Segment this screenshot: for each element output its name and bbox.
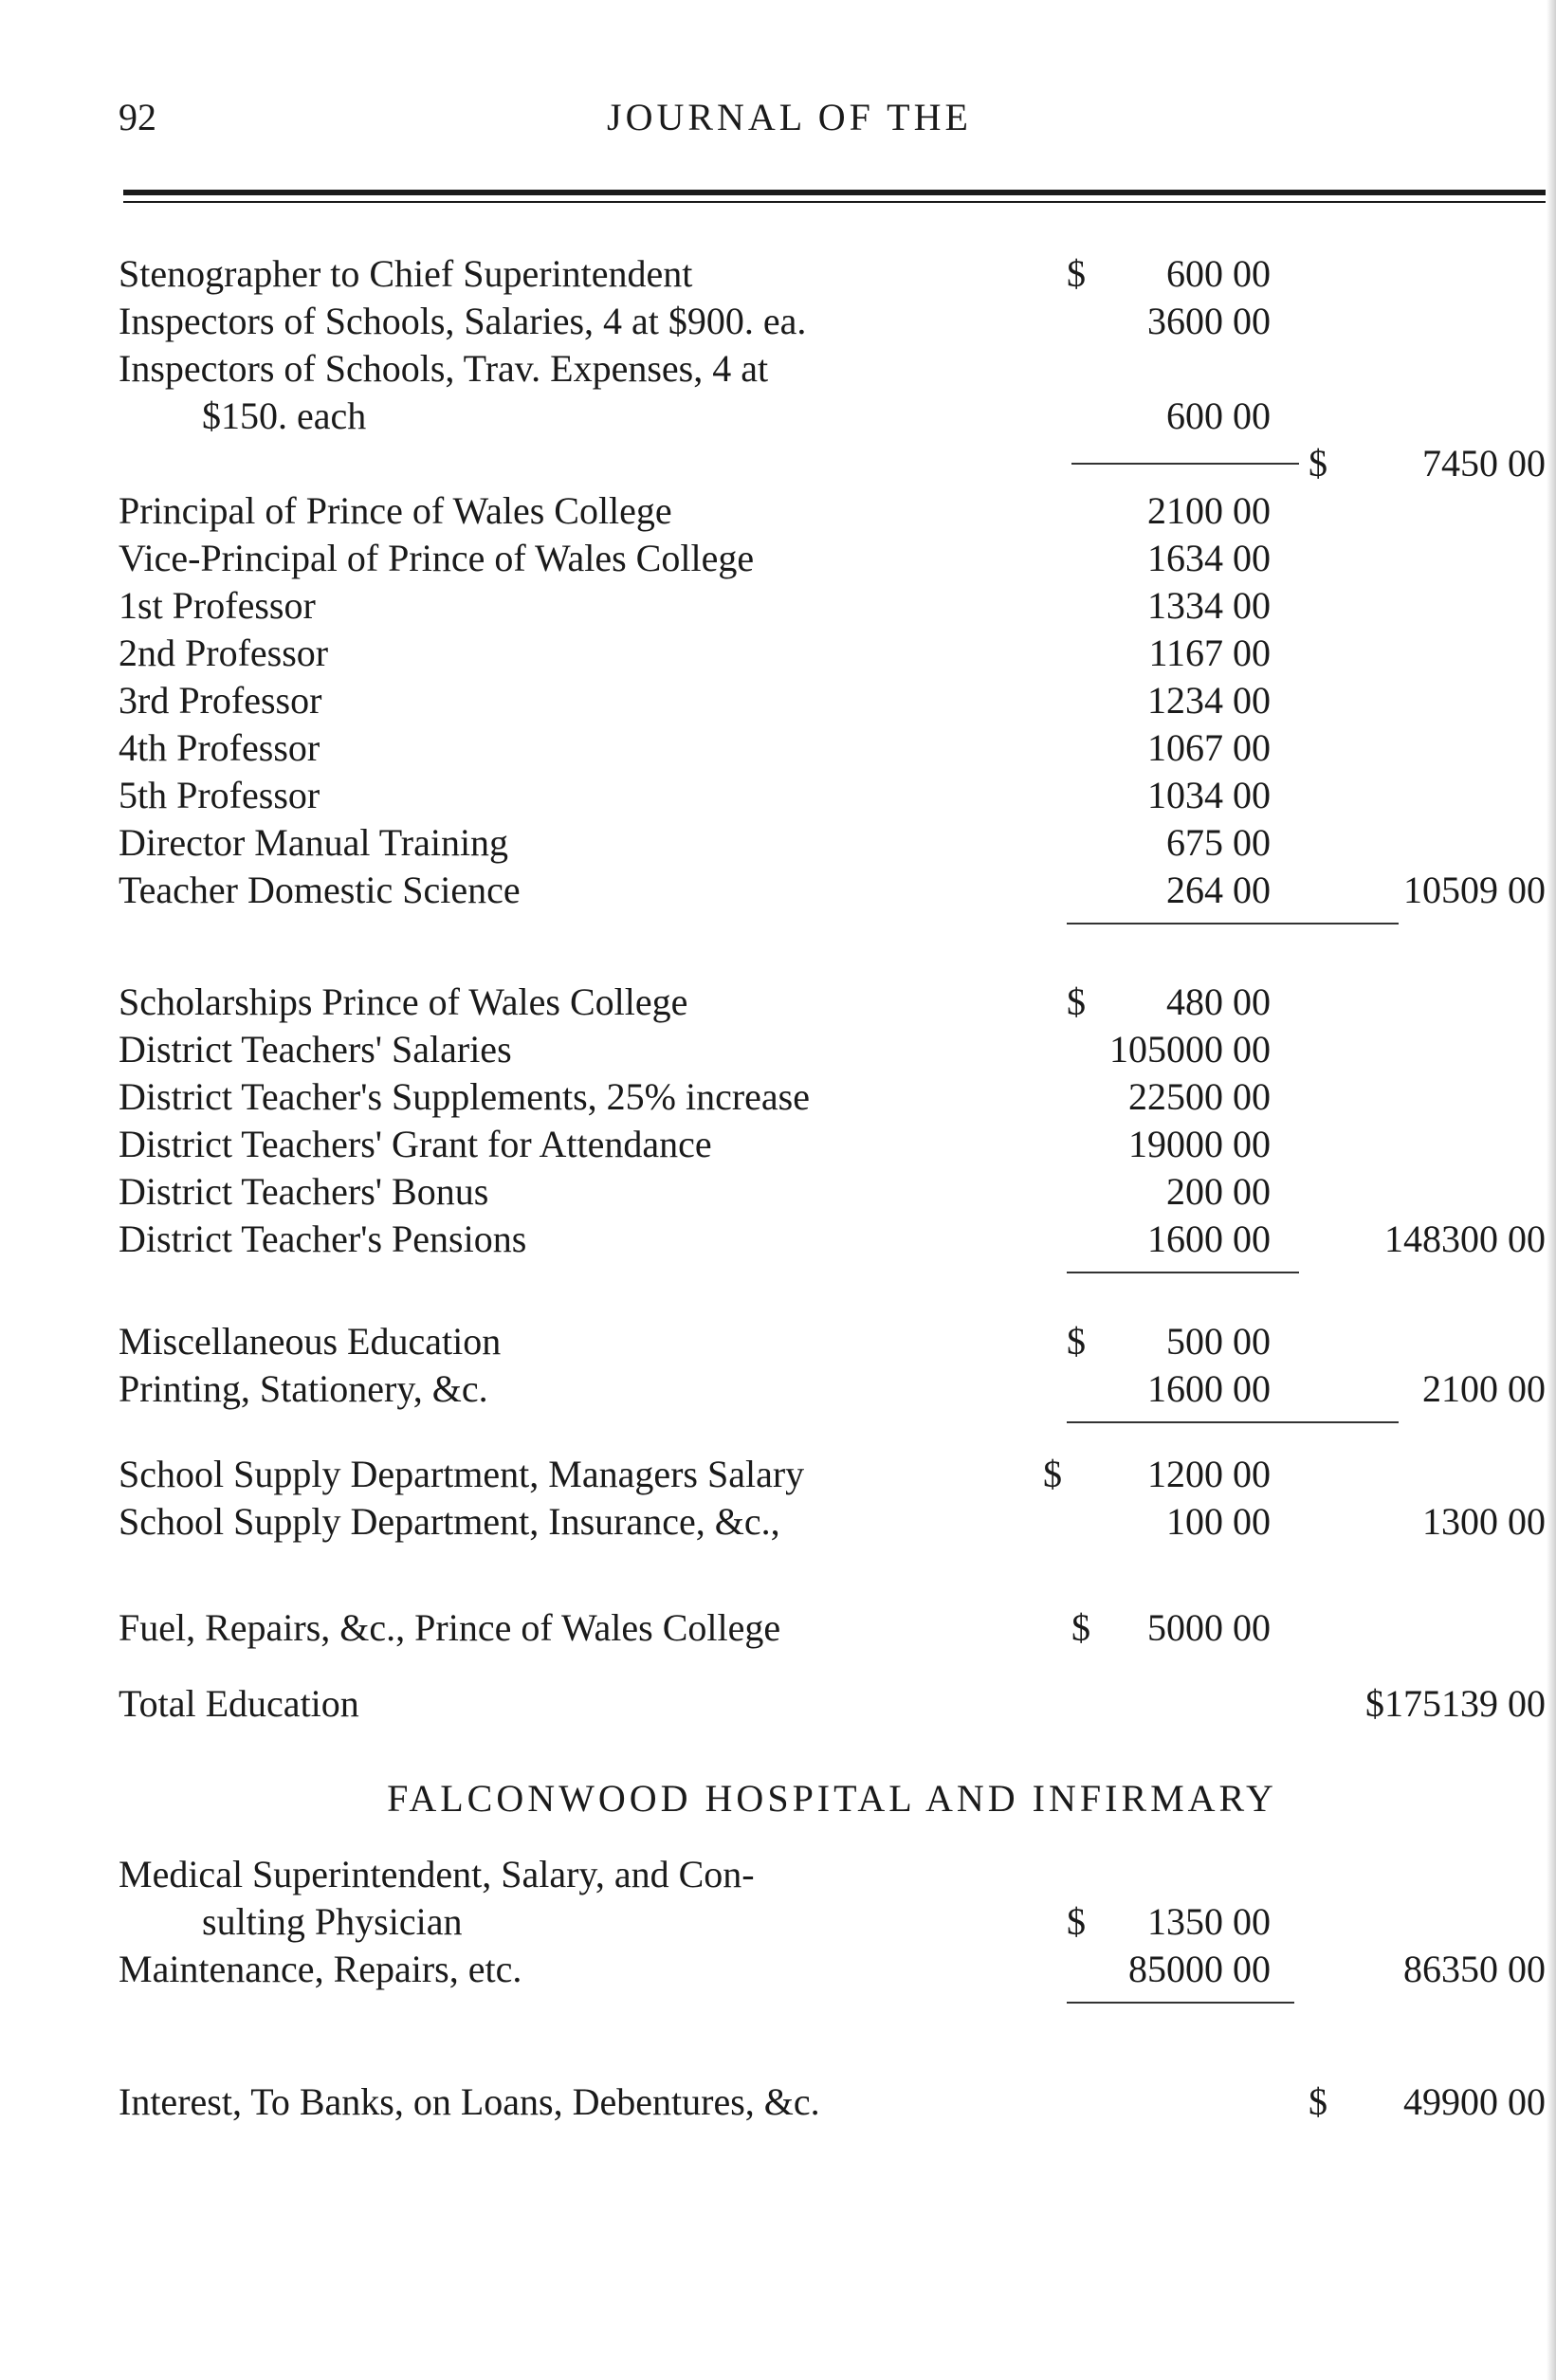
item-label: Maintenance, Repairs, etc. xyxy=(119,1948,522,1990)
item-amount: 600 00 xyxy=(1166,252,1271,295)
group-total: 1300 00 xyxy=(1422,1500,1546,1543)
item-amount: 3600 00 xyxy=(1147,300,1271,342)
item-label: Stenographer to Chief Superintendent xyxy=(119,252,693,295)
ledger-row xyxy=(119,867,1546,914)
ledger-row xyxy=(119,1898,1546,1946)
ledger-row xyxy=(119,979,1546,1026)
item-amount: 1350 00 xyxy=(1147,1900,1271,1943)
item-amount: 2100 00 xyxy=(1147,489,1271,532)
item-label: Teacher Domestic Science xyxy=(119,869,521,911)
grand-total: $175139 00 xyxy=(1365,1682,1546,1725)
ledger-row xyxy=(119,1318,1546,1365)
subtotal-rule xyxy=(1071,463,1299,465)
ledger-row xyxy=(119,772,1546,819)
appropriations-ledger xyxy=(119,250,1546,2126)
ledger-row xyxy=(119,582,1546,630)
item-label: District Teachers' Grant for Attendance xyxy=(119,1123,712,1165)
ledger-row xyxy=(119,250,1546,298)
interest-row xyxy=(119,2078,1546,2126)
ledger-row xyxy=(119,1498,1546,1546)
ledger-row xyxy=(119,1121,1546,1168)
item-label: School Supply Department, Managers Salary xyxy=(119,1453,805,1495)
item-label-continued: $150. each xyxy=(202,394,367,437)
item-amount: 22500 00 xyxy=(1128,1075,1271,1118)
item-label: District Teachers' Salaries xyxy=(119,1028,512,1071)
item-label: Miscellaneous Education xyxy=(119,1320,502,1363)
item-amount: 200 00 xyxy=(1166,1170,1271,1213)
ledger-row xyxy=(119,677,1546,724)
ledger-row xyxy=(119,1365,1546,1413)
ledger-row xyxy=(119,1216,1546,1263)
item-amount: 675 00 xyxy=(1166,821,1271,864)
running-title: JOURNAL OF THE xyxy=(607,96,972,138)
item-label: District Teacher's Supplements, 25% increase xyxy=(119,1075,811,1118)
item-label: 4th Professor xyxy=(119,726,320,769)
section-rule xyxy=(1067,2002,1294,2004)
section-heading: FALCONWOOD HOSPITAL AND INFIRMARY xyxy=(387,1777,1277,1820)
ledger-row xyxy=(119,1451,1546,1498)
item-label: Principal of Prince of Wales College xyxy=(119,489,672,532)
group-total-row xyxy=(119,440,1546,487)
total-education-row xyxy=(119,1680,1546,1728)
ledger-row xyxy=(119,535,1546,582)
interest-amount: 49900 00 xyxy=(1403,2080,1546,2123)
item-label: Scholarships Prince of Wales College xyxy=(119,980,688,1023)
item-amount: 600 00 xyxy=(1166,394,1271,437)
item-label-continued: sulting Physician xyxy=(202,1900,463,1943)
page-header xyxy=(119,95,1550,152)
dollar-sign: $ xyxy=(1309,2080,1327,2123)
header-double-rule xyxy=(123,190,1546,203)
ledger-row xyxy=(119,630,1546,677)
page-edge-shadow xyxy=(1547,0,1556,2380)
ledger-row xyxy=(119,298,1546,345)
item-amount: 100 00 xyxy=(1166,1500,1271,1543)
item-amount: 19000 00 xyxy=(1128,1123,1271,1165)
item-label: Fuel, Repairs, &c., Prince of Wales College xyxy=(119,1606,781,1649)
item-amount: 1034 00 xyxy=(1147,774,1271,816)
section-rule xyxy=(1067,923,1399,925)
group-total: 10509 00 xyxy=(1403,869,1546,911)
item-label: Director Manual Training xyxy=(119,821,509,864)
ledger-row xyxy=(119,1851,1546,1898)
dollar-sign: $ xyxy=(1067,1320,1086,1363)
item-label: Inspectors of Schools, Trav. Expenses, 4 at xyxy=(119,347,769,390)
item-label: School Supply Department, Insurance, &c., xyxy=(119,1500,780,1543)
section-rule xyxy=(1067,1421,1399,1423)
item-amount: 1067 00 xyxy=(1147,726,1271,769)
group-total: 7450 00 xyxy=(1422,442,1546,485)
dollar-sign: $ xyxy=(1067,1900,1086,1943)
group-total: 2100 00 xyxy=(1422,1367,1546,1410)
item-label: 3rd Professor xyxy=(119,679,322,722)
item-amount: 1200 00 xyxy=(1147,1453,1271,1495)
group-total: 148300 00 xyxy=(1384,1217,1546,1260)
item-label: 1st Professor xyxy=(119,584,316,627)
ledger-row xyxy=(119,1604,1546,1652)
item-amount: 480 00 xyxy=(1166,980,1271,1023)
dollar-sign: $ xyxy=(1067,980,1086,1023)
dollar-sign: $ xyxy=(1309,442,1327,485)
item-amount: 1634 00 xyxy=(1147,537,1271,579)
item-amount: 105000 00 xyxy=(1109,1028,1271,1071)
ledger-row xyxy=(119,1168,1546,1216)
ledger-row xyxy=(119,1946,1546,1993)
page-number: 92 xyxy=(119,96,156,138)
item-label: Printing, Stationery, &c. xyxy=(119,1367,488,1410)
item-amount: 1600 00 xyxy=(1147,1367,1271,1410)
dollar-sign: $ xyxy=(1067,252,1086,295)
ledger-row xyxy=(119,819,1546,867)
item-amount: 1334 00 xyxy=(1147,584,1271,627)
item-amount: 1234 00 xyxy=(1147,679,1271,722)
item-label: Inspectors of Schools, Salaries, 4 at $900. ea. xyxy=(119,300,807,342)
item-amount: 264 00 xyxy=(1166,869,1271,911)
item-label: 5th Professor xyxy=(119,774,320,816)
group-total: 86350 00 xyxy=(1403,1948,1546,1990)
ledger-row xyxy=(119,393,1546,440)
dollar-sign: $ xyxy=(1043,1453,1062,1495)
item-amount: 85000 00 xyxy=(1128,1948,1271,1990)
ledger-row xyxy=(119,345,1546,393)
ledger-row xyxy=(119,1026,1546,1073)
section-rule xyxy=(1067,1272,1299,1273)
ledger-row xyxy=(119,724,1546,772)
item-label: Vice-Principal of Prince of Wales College xyxy=(119,537,755,579)
item-amount: 1600 00 xyxy=(1147,1217,1271,1260)
item-amount: 5000 00 xyxy=(1147,1606,1271,1649)
item-label: 2nd Professor xyxy=(119,632,329,674)
ledger-row xyxy=(119,487,1546,535)
item-label: Medical Superintendent, Salary, and Con- xyxy=(119,1853,755,1895)
item-label: District Teacher's Pensions xyxy=(119,1217,527,1260)
item-amount: 500 00 xyxy=(1166,1320,1271,1363)
dollar-sign: $ xyxy=(1071,1606,1090,1649)
item-label: District Teachers' Bonus xyxy=(119,1170,489,1213)
item-label: Interest, To Banks, on Loans, Debentures, &c. xyxy=(119,2080,820,2123)
total-label: Total Education xyxy=(119,1682,359,1725)
ledger-row xyxy=(119,1073,1546,1121)
item-amount: 1167 00 xyxy=(1148,632,1271,674)
